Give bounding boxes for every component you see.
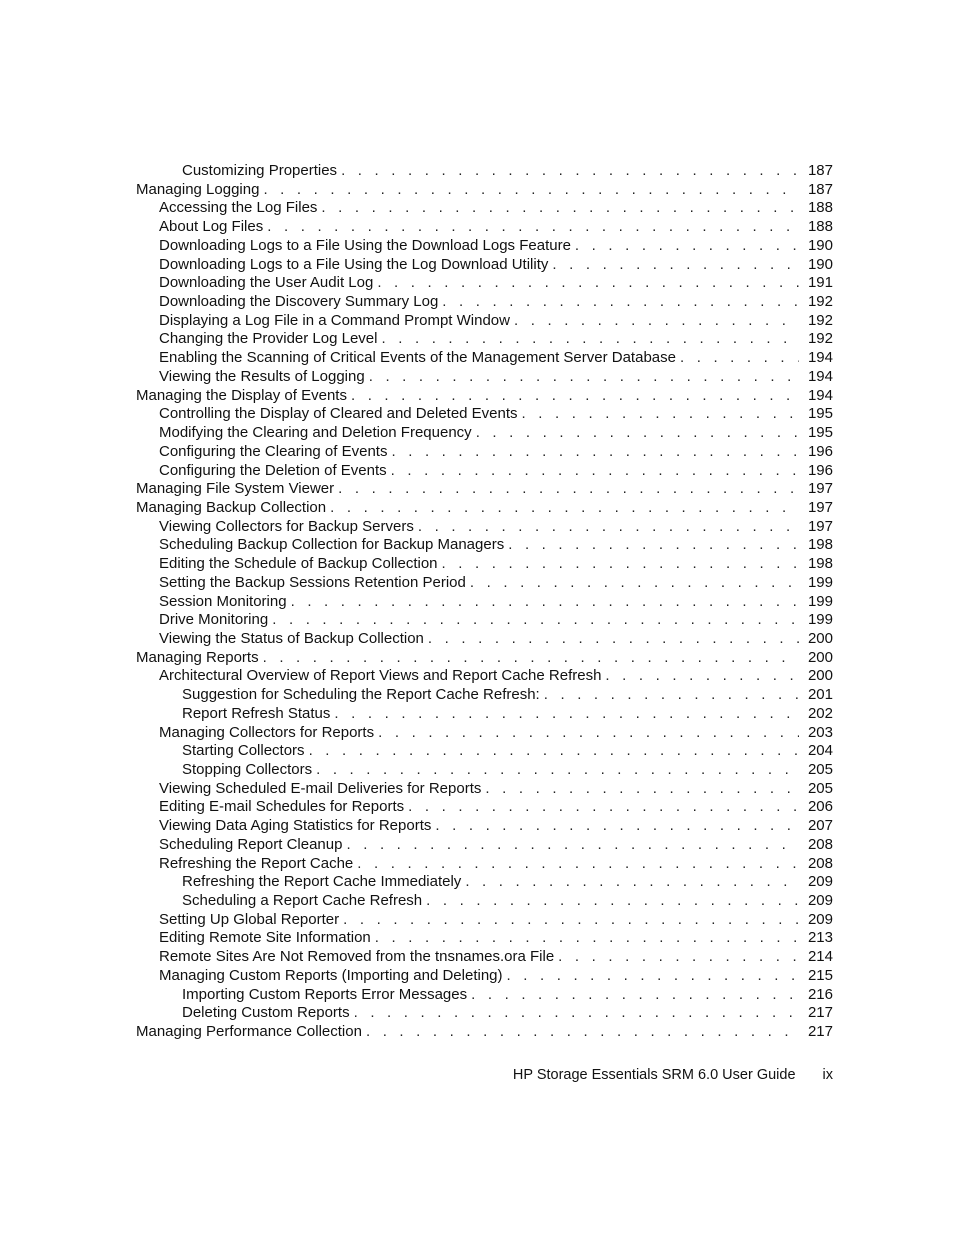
toc-entry-title: Modifying the Clearing and Deletion Frequency [159, 424, 472, 442]
toc-entry-title: Managing Logging [136, 180, 260, 198]
dot-leader [391, 443, 799, 462]
toc-entry-page: 197 [807, 498, 833, 516]
toc-entry-page: 209 [807, 892, 833, 910]
dot-leader [354, 1004, 799, 1023]
dot-leader [316, 761, 799, 780]
dot-leader [263, 181, 799, 200]
toc-entry-page: 200 [807, 629, 833, 647]
page-footer [0, 1067, 833, 1083]
toc-entry-title: Viewing Collectors for Backup Servers [159, 517, 414, 535]
toc-entry-page: 198 [807, 536, 833, 554]
dot-leader [291, 593, 799, 612]
toc-entry-title: Controlling the Display of Cleared and Deleted Events [159, 405, 518, 423]
toc-entry[interactable] [136, 1004, 833, 1023]
toc-entry-title: Configuring the Deletion of Events [159, 461, 387, 479]
toc-entry[interactable] [136, 761, 833, 780]
toc-entry[interactable] [136, 1023, 833, 1042]
toc-entry-title: Suggestion for Scheduling the Report Cache Refresh: [182, 686, 540, 704]
toc-entry-title: Managing Performance Collection [136, 1023, 362, 1041]
toc-entry-title: Viewing Data Aging Statistics for Reports [159, 817, 432, 835]
toc-entry-title: Editing E-mail Schedules for Reports [159, 798, 405, 816]
dot-leader [391, 462, 799, 481]
dot-leader [366, 1023, 799, 1042]
toc-entry-title: Setting the Backup Sessions Retention Period [159, 573, 466, 591]
dot-leader [309, 742, 799, 761]
toc-entry[interactable] [136, 330, 833, 349]
dot-leader [378, 724, 799, 743]
toc-entry-page: 190 [807, 236, 833, 254]
dot-leader [330, 499, 799, 518]
toc-entry-page: 195 [807, 424, 833, 442]
dot-leader [508, 536, 799, 555]
toc-entry[interactable] [136, 948, 833, 967]
toc-entry-page: 207 [807, 817, 833, 835]
toc-entry-page: 217 [807, 1023, 833, 1041]
toc-entry[interactable] [136, 555, 833, 574]
toc-entry-page: 187 [807, 162, 833, 179]
toc-entry-page: 216 [807, 985, 833, 1003]
toc-entry-page: 203 [807, 723, 833, 741]
toc-entry-page: 196 [807, 461, 833, 479]
dot-leader [426, 892, 799, 911]
toc-entry-page: 194 [807, 367, 833, 385]
dot-leader [522, 405, 799, 424]
toc-entry[interactable] [136, 274, 833, 293]
toc-entry[interactable] [136, 611, 833, 630]
toc-entry-page: 200 [807, 667, 833, 685]
toc-entry-page: 204 [807, 742, 833, 760]
toc-entry-page: 208 [807, 835, 833, 853]
toc-entry[interactable] [136, 686, 833, 705]
dot-leader [357, 855, 799, 874]
footer-guide-title: HP Storage Essentials SRM 6.0 User Guide [512, 1067, 796, 1083]
toc-entry-page: 206 [807, 798, 833, 816]
dot-leader [442, 555, 799, 574]
dot-leader [575, 237, 799, 256]
toc-entry[interactable] [136, 443, 833, 462]
toc-entry[interactable] [136, 424, 833, 443]
toc-entry-title: About Log Files [159, 218, 264, 236]
toc-entry-title: Customizing Properties [182, 162, 338, 179]
toc-entry-title: Managing the Display of Events [136, 386, 347, 404]
toc-entry[interactable] [136, 986, 833, 1005]
toc-entry-title: Enabling the Scanning of Critical Events of the Management Server Database [159, 349, 676, 367]
toc-entry-title: Refreshing the Report Cache Immediately [182, 873, 462, 891]
toc-entry-title: Viewing Scheduled E-mail Deliveries for Reports [159, 779, 482, 797]
toc-entry[interactable] [136, 855, 833, 874]
toc-entry-page: 199 [807, 611, 833, 629]
toc-entry-page: 190 [807, 255, 833, 273]
toc-entry[interactable] [136, 405, 833, 424]
dot-leader [470, 574, 799, 593]
toc-entry-title: Setting Up Global Reporter [159, 910, 340, 928]
toc-entry-title: Editing the Schedule of Backup Collection [159, 555, 438, 573]
toc-entry[interactable] [136, 349, 833, 368]
toc-entry-page: 195 [807, 405, 833, 423]
toc-entry-page: 199 [807, 592, 833, 610]
toc-entry[interactable] [136, 780, 833, 799]
toc-entry-title: Scheduling Report Cleanup [159, 835, 343, 853]
toc-entry[interactable] [136, 293, 833, 312]
toc-entry[interactable] [136, 929, 833, 948]
dot-leader [341, 162, 799, 181]
toc-entry[interactable] [136, 817, 833, 836]
toc-entry-page: 188 [807, 218, 833, 236]
toc-entry[interactable] [136, 593, 833, 612]
dot-leader [485, 780, 799, 799]
toc-entry[interactable] [136, 892, 833, 911]
toc-entry[interactable] [136, 836, 833, 855]
toc-entry-page: 209 [807, 873, 833, 891]
toc-entry[interactable] [136, 967, 833, 986]
toc-entry-title: Downloading Logs to a File Using the Download Logs Feature [159, 236, 571, 254]
toc-entry[interactable] [136, 667, 833, 686]
toc-entry-page: 209 [807, 910, 833, 928]
toc-entry[interactable] [136, 499, 833, 518]
toc-entry-title: Configuring the Clearing of Events [159, 442, 388, 460]
dot-leader [428, 630, 799, 649]
toc-entry-title: Starting Collectors [182, 742, 305, 760]
toc-entry[interactable] [136, 518, 833, 537]
toc-entry-title: Drive Monitoring [159, 611, 269, 629]
toc-entry-page: 191 [807, 274, 833, 292]
dot-leader [544, 686, 799, 705]
toc-entry-title: Deleting Custom Reports [182, 1004, 350, 1022]
dot-leader [369, 368, 799, 387]
toc-entry-page: 213 [807, 929, 833, 947]
toc-entry[interactable] [136, 649, 833, 668]
toc-entry[interactable] [136, 162, 833, 181]
toc-entry-title: Accessing the Log Files [159, 199, 318, 217]
toc-entry-title: Managing Reports [136, 648, 259, 666]
dot-leader [381, 330, 799, 349]
toc-entry-title: Editing Remote Site Information [159, 929, 371, 947]
table-of-contents [136, 162, 833, 1042]
toc-entry-page: 201 [807, 686, 833, 704]
dot-leader [334, 705, 799, 724]
toc-entry[interactable] [136, 312, 833, 331]
dot-leader [263, 649, 799, 668]
toc-entry-page: 194 [807, 386, 833, 404]
toc-entry-page: 205 [807, 779, 833, 797]
dot-leader [605, 667, 799, 686]
dot-leader [418, 518, 799, 537]
toc-entry-page: 192 [807, 311, 833, 329]
dot-leader [351, 387, 799, 406]
toc-entry-page: 192 [807, 293, 833, 311]
toc-entry[interactable] [136, 630, 833, 649]
toc-entry-page: 187 [807, 180, 833, 198]
toc-entry-page: 199 [807, 573, 833, 591]
dot-leader [267, 218, 799, 237]
toc-entry[interactable] [136, 911, 833, 930]
toc-entry[interactable] [136, 873, 833, 892]
toc-entry-title: Session Monitoring [159, 592, 287, 610]
toc-entry-title: Managing Collectors for Reports [159, 723, 375, 741]
dot-leader [321, 199, 799, 218]
toc-entry-title: Managing Custom Reports (Importing and Deleting) [159, 966, 503, 984]
toc-entry-title: Managing File System Viewer [136, 480, 335, 498]
dot-leader [375, 929, 799, 948]
dot-leader [408, 798, 799, 817]
footer-page-number: ix [822, 1067, 833, 1083]
dot-leader [338, 480, 799, 499]
toc-entry-page: 197 [807, 480, 833, 498]
toc-entry-page: 217 [807, 1004, 833, 1022]
toc-entry-title: Managing Backup Collection [136, 498, 327, 516]
dot-leader [514, 312, 799, 331]
toc-entry[interactable] [136, 368, 833, 387]
toc-entry-page: 214 [807, 948, 833, 966]
toc-entry[interactable] [136, 218, 833, 237]
dot-leader [507, 967, 800, 986]
toc-entry-title: Downloading Logs to a File Using the Log Download Utility [159, 255, 549, 273]
dot-leader [552, 256, 799, 275]
toc-entry[interactable] [136, 237, 833, 256]
dot-leader [343, 911, 799, 930]
toc-entry[interactable] [136, 199, 833, 218]
dot-leader [442, 293, 799, 312]
toc-entry-page: 200 [807, 648, 833, 666]
toc-entry-page: 215 [807, 966, 833, 984]
toc-entry[interactable] [136, 574, 833, 593]
toc-entry-page: 188 [807, 199, 833, 217]
dot-leader [471, 986, 799, 1005]
toc-entry-title: Remote Sites Are Not Removed from the tnsnames.ora File [159, 948, 555, 966]
toc-entry-title: Importing Custom Reports Error Messages [182, 985, 468, 1003]
dot-leader [346, 836, 799, 855]
dot-leader [435, 817, 799, 836]
toc-entry-page: 202 [807, 704, 833, 722]
toc-entry-title: Changing the Provider Log Level [159, 330, 378, 348]
toc-entry[interactable] [136, 181, 833, 200]
dot-leader [476, 424, 799, 443]
toc-entry[interactable] [136, 705, 833, 724]
toc-entry-title: Viewing the Status of Backup Collection [159, 629, 424, 647]
dot-leader [558, 948, 799, 967]
toc-entry-page: 197 [807, 517, 833, 535]
toc-entry-page: 196 [807, 442, 833, 460]
toc-entry[interactable] [136, 798, 833, 817]
toc-entry-title: Displaying a Log File in a Command Prompt Window [159, 311, 510, 329]
toc-entry-title: Refreshing the Report Cache [159, 854, 354, 872]
toc-entry[interactable] [136, 256, 833, 275]
dot-leader [465, 873, 799, 892]
toc-entry[interactable] [136, 387, 833, 406]
toc-entry-title: Scheduling a Report Cache Refresh [182, 892, 423, 910]
dot-leader [377, 274, 799, 293]
toc-entry-page: 198 [807, 555, 833, 573]
toc-entry-page: 192 [807, 330, 833, 348]
dot-leader [680, 349, 799, 368]
toc-entry-title: Scheduling Backup Collection for Backup Managers [159, 536, 505, 554]
toc-entry-title: Downloading the User Audit Log [159, 274, 374, 292]
toc-entry-title: Report Refresh Status [182, 704, 331, 722]
toc-entry-title: Viewing the Results of Logging [159, 367, 365, 385]
toc-entry[interactable] [136, 536, 833, 555]
toc-entry[interactable] [136, 724, 833, 743]
toc-entry[interactable] [136, 742, 833, 761]
toc-entry-title: Architectural Overview of Report Views and Report Cache Refresh [159, 667, 602, 685]
toc-entry[interactable] [136, 462, 833, 481]
toc-entry-page: 194 [807, 349, 833, 367]
toc-entry-title: Downloading the Discovery Summary Log [159, 293, 439, 311]
dot-leader [272, 611, 799, 630]
toc-entry[interactable] [136, 480, 833, 499]
toc-entry-page: 205 [807, 761, 833, 778]
toc-entry-page: 208 [807, 854, 833, 872]
toc-entry-title: Stopping Collectors [182, 761, 313, 778]
